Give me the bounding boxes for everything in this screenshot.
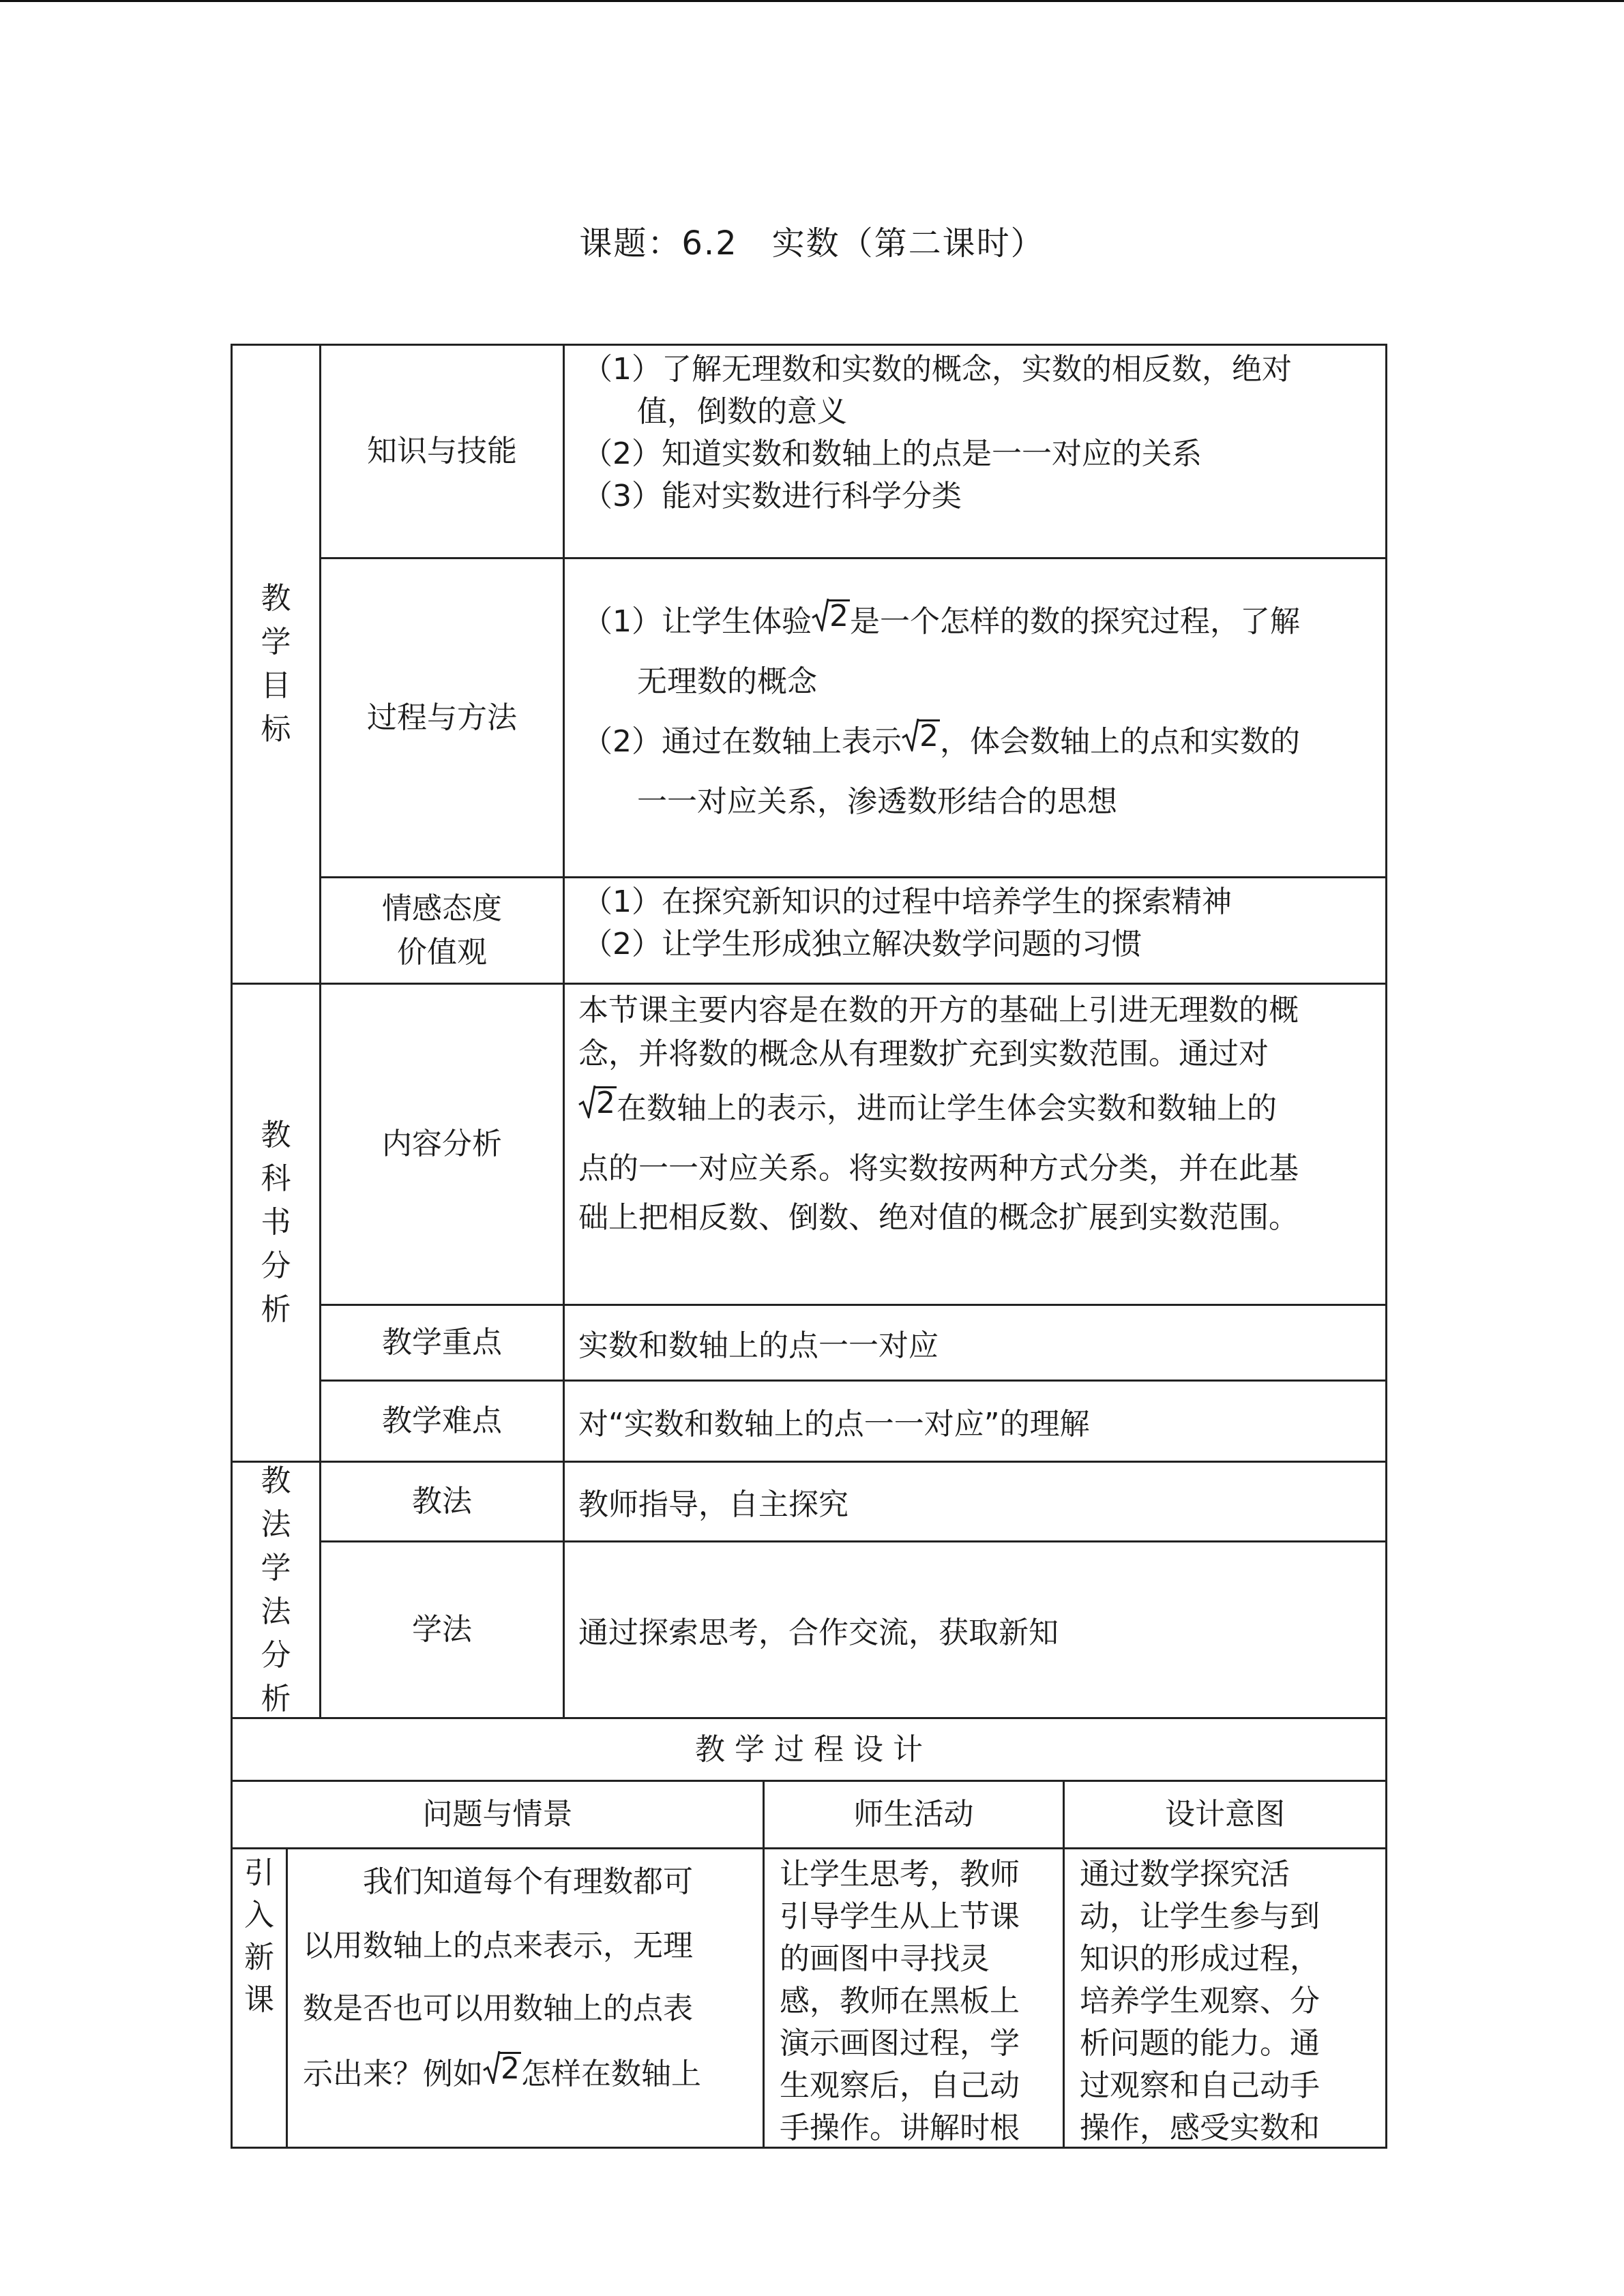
learn-text bbox=[563, 1540, 1387, 1719]
label-content-analysis: 内容分析 bbox=[319, 983, 565, 1306]
process-item-2-cont: 一一对应关系，渗透数形结合的思想 bbox=[637, 784, 1117, 819]
question-line-1: 我们知道每个有理数都可 bbox=[303, 1864, 693, 1899]
key-point-value: 实数和数轴上的点一一对应 bbox=[578, 1328, 939, 1363]
intent-line-6: 过观察和自己动手 bbox=[1080, 2068, 1320, 2103]
label-key-point: 教学重点 bbox=[319, 1304, 565, 1382]
vertical-char: 分 bbox=[261, 1249, 291, 1283]
knowledge-line-2: 值，倒数的意义 bbox=[637, 394, 847, 429]
sqrt-radicand: 2 bbox=[596, 1086, 615, 1120]
activity-line-3: 的画图中寻找灵 bbox=[780, 1941, 990, 1976]
intent-line-7: 操作，感受实数和 bbox=[1080, 2111, 1320, 2145]
vertical-char: 法 bbox=[261, 1506, 291, 1542]
activity-line-5: 演示画图过程，学 bbox=[780, 2026, 1020, 2061]
question-content bbox=[286, 1847, 765, 2149]
activity-line-7: 手操作。讲解时根 bbox=[780, 2111, 1020, 2145]
intent-line-4: 培养学生观察、分 bbox=[1080, 1984, 1320, 2018]
sqrt-2-symbol bbox=[902, 717, 940, 754]
vertical-char: 教 bbox=[261, 581, 291, 616]
vertical-char: 引 bbox=[244, 1855, 274, 1890]
label-difficult-point: 教学难点 bbox=[319, 1380, 565, 1463]
section-method bbox=[231, 1461, 321, 1719]
vertical-char: 分 bbox=[261, 1637, 291, 1673]
process-item-1 bbox=[582, 592, 1372, 652]
sqrt-radicand: 2 bbox=[829, 599, 848, 633]
process-item-1-post: 是一个怎样的数的探究过程，了解 bbox=[850, 604, 1300, 639]
content-line-3-post: 在数轴上的表示，进而让学生体会实数和数轴上的 bbox=[617, 1091, 1277, 1126]
stage-intro bbox=[231, 1847, 288, 2149]
column-header-intent: 设计意图 bbox=[1063, 1780, 1387, 1849]
design-heading: 教 学 过 程 设 计 bbox=[231, 1717, 1387, 1782]
teach-value: 教师指导，自主探究 bbox=[578, 1487, 848, 1522]
content-line-3 bbox=[578, 1076, 1372, 1142]
column-header-question: 问题与情景 bbox=[231, 1780, 765, 1849]
sqrt-2-symbol bbox=[483, 2050, 521, 2084]
process-item-2-post: ，体会数轴上的点和实数的 bbox=[940, 724, 1300, 759]
vertical-char: 析 bbox=[261, 1681, 291, 1716]
question-line-2: 以用数轴上的点来表示，无理 bbox=[303, 1928, 693, 1963]
vertical-char: 学 bbox=[261, 625, 291, 659]
intent-line-5: 析问题的能力。通 bbox=[1080, 2026, 1320, 2061]
vertical-char: 标 bbox=[261, 712, 291, 747]
label-teach: 教法 bbox=[319, 1461, 565, 1542]
process-item-2 bbox=[582, 712, 1372, 772]
content-line-5: 础上把相反数、倒数、绝对值的概念扩展到实数范围。 bbox=[578, 1200, 1299, 1235]
vertical-char: 入 bbox=[244, 1898, 274, 1933]
key-point-text bbox=[563, 1304, 1387, 1382]
activity-line-4: 感，教师在黑板上 bbox=[780, 1984, 1020, 2018]
vertical-char: 目 bbox=[261, 668, 291, 703]
label-process: 过程与方法 bbox=[319, 557, 565, 878]
vertical-char: 学 bbox=[261, 1550, 291, 1585]
knowledge-line-4: （3）能对实数进行科学分类 bbox=[582, 479, 962, 513]
question-line-4-pre: 示出来？例如 bbox=[303, 2057, 483, 2091]
intent-line-1: 通过数学探究活 bbox=[1080, 1857, 1290, 1892]
knowledge-content bbox=[563, 344, 1387, 559]
content-analysis bbox=[563, 983, 1387, 1306]
section-goals bbox=[231, 344, 321, 985]
vertical-char: 教 bbox=[261, 1463, 291, 1498]
content-line-2: 念，并将数的概念从有理数扩充到实数范围。通过对 bbox=[578, 1037, 1269, 1071]
vertical-char: 新 bbox=[244, 1940, 274, 1975]
section-textbook bbox=[231, 983, 321, 1463]
page-top-border bbox=[0, 0, 1624, 2]
content-line-1: 本节课主要内容是在数的开方的基础上引进无理数的概 bbox=[578, 993, 1299, 1028]
label-knowledge: 知识与技能 bbox=[319, 344, 565, 559]
teach-text bbox=[563, 1461, 1387, 1542]
column-header-activity: 师生活动 bbox=[763, 1780, 1065, 1849]
page-title: 课题：6.2 实数（第二课时） bbox=[579, 224, 1045, 263]
question-line-4 bbox=[303, 2040, 753, 2108]
vertical-char: 法 bbox=[261, 1594, 291, 1629]
vertical-char: 析 bbox=[261, 1292, 291, 1327]
activity-line-2: 引导学生从上节课 bbox=[780, 1899, 1020, 1934]
vertical-char: 书 bbox=[261, 1205, 291, 1240]
knowledge-line-3: （2）知道实数和数轴上的点是一一对应的关系 bbox=[582, 436, 1202, 471]
sqrt-2-symbol bbox=[812, 597, 850, 631]
sqrt-2-symbol bbox=[578, 1084, 617, 1118]
learn-value: 通过探索思考，合作交流，获取新知 bbox=[578, 1615, 1059, 1650]
intent-line-3: 知识的形成过程， bbox=[1080, 1941, 1320, 1976]
label-emotion-line-2: 价值观 bbox=[397, 934, 487, 970]
emotion-line-2: （2）让学生形成独立解决数学问题的习惯 bbox=[582, 927, 1142, 961]
knowledge-line-1: （1）了解无理数和实数的概念，实数的相反数，绝对 bbox=[582, 352, 1292, 387]
activity-content bbox=[763, 1847, 1065, 2149]
activity-line-1: 让学生思考，教师 bbox=[780, 1857, 1020, 1892]
vertical-char: 课 bbox=[244, 1982, 274, 2017]
question-line-3: 数是否也可以用数轴上的点表 bbox=[303, 1991, 693, 2026]
emotion-content bbox=[563, 876, 1387, 985]
process-content bbox=[563, 557, 1387, 878]
process-item-1-cont: 无理数的概念 bbox=[637, 664, 817, 699]
intent-line-2: 动，让学生参与到 bbox=[1080, 1899, 1320, 1934]
vertical-char: 科 bbox=[261, 1161, 291, 1196]
label-learn: 学法 bbox=[319, 1540, 565, 1719]
activity-line-6: 生观察后，自己动 bbox=[780, 2068, 1020, 2103]
sqrt-radicand: 2 bbox=[919, 719, 939, 754]
vertical-char: 教 bbox=[261, 1118, 291, 1152]
content-line-4: 点的一一对应关系。将实数按两种方式分类，并在此基 bbox=[578, 1151, 1299, 1186]
label-emotion-line-1: 情感态度 bbox=[382, 891, 502, 926]
intent-content bbox=[1063, 1847, 1387, 2149]
label-emotion bbox=[319, 876, 565, 985]
emotion-line-1: （1）在探究新知识的过程中培养学生的探索精神 bbox=[582, 884, 1232, 919]
difficult-point-text bbox=[563, 1380, 1387, 1463]
process-item-2-pre: （2）通过在数轴上表示 bbox=[582, 724, 902, 759]
process-item-1-pre: （1）让学生体验 bbox=[582, 604, 812, 639]
question-line-4-post: 怎样在数轴上 bbox=[521, 2057, 701, 2091]
difficult-point-value: 对“实数和数轴上的点一一对应”的理解 bbox=[578, 1407, 1090, 1442]
sqrt-radicand: 2 bbox=[501, 2051, 520, 2086]
